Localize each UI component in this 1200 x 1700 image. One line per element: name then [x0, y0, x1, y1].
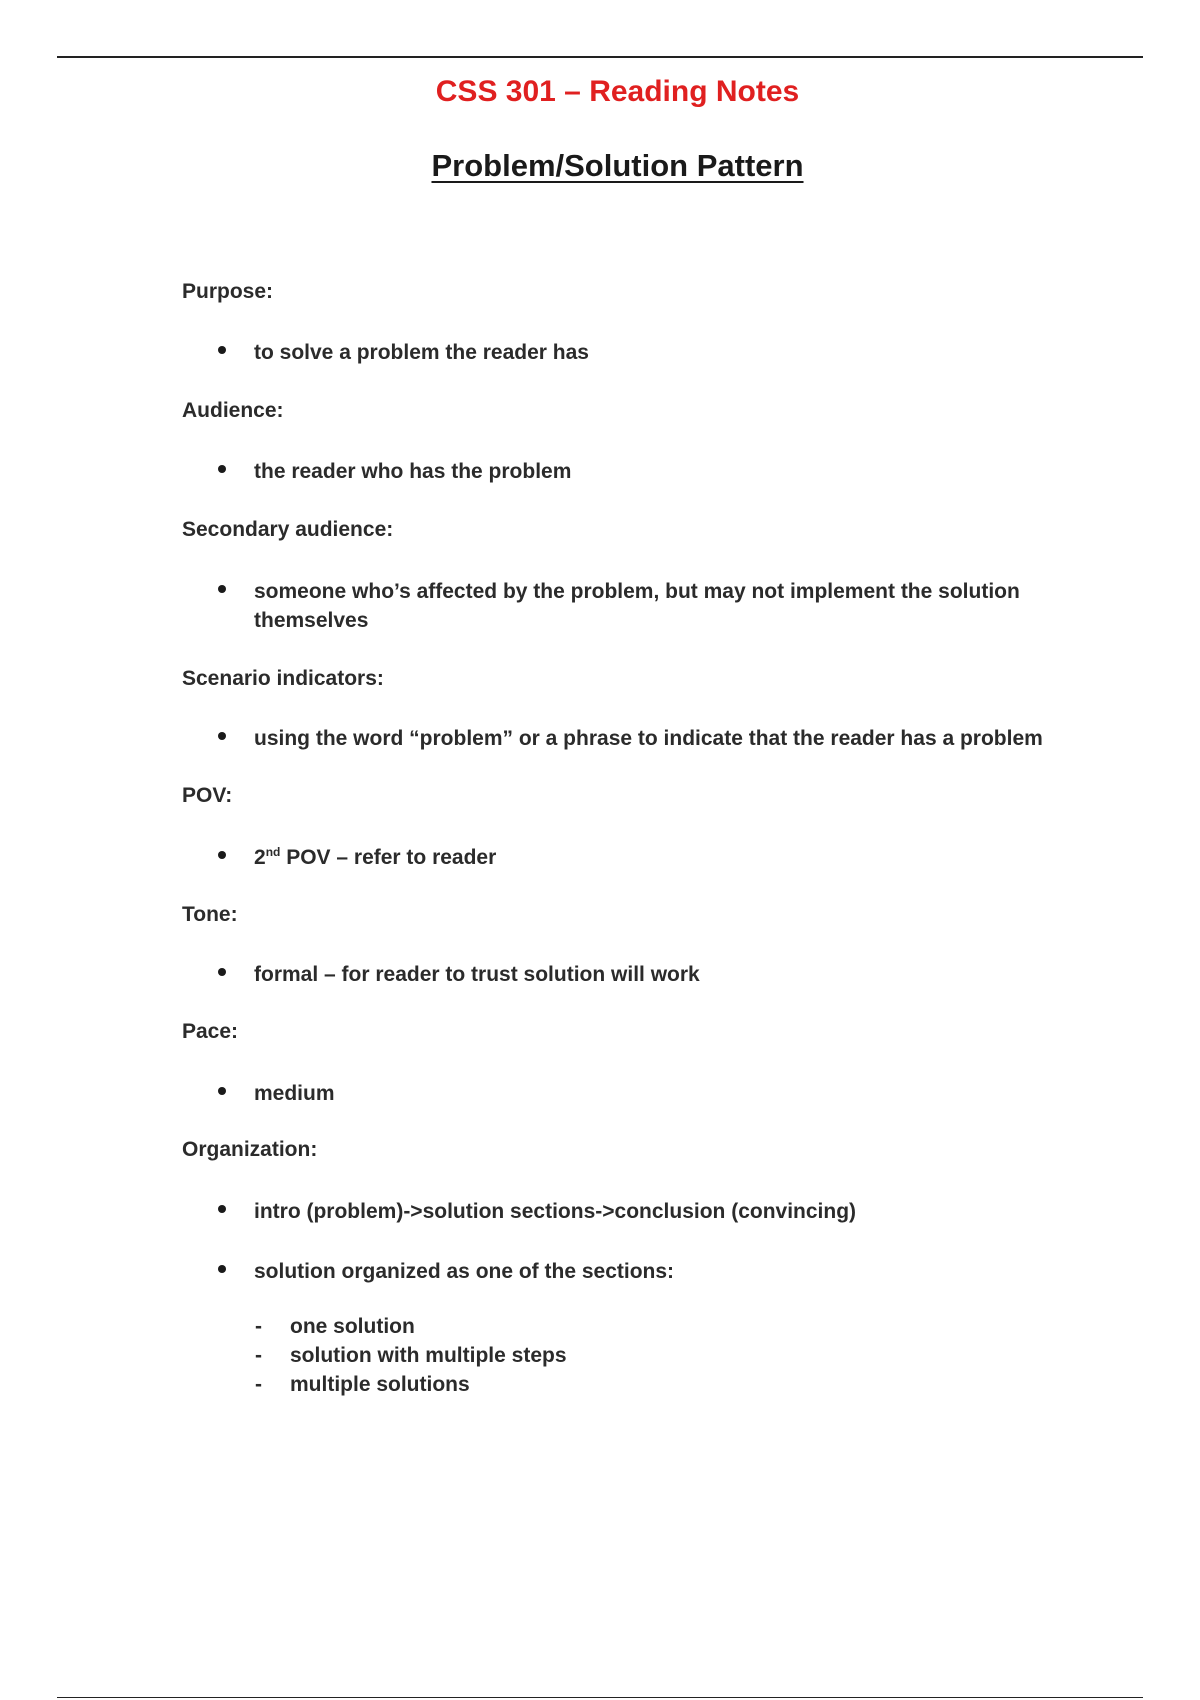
section-heading-organization: Organization:: [182, 1138, 318, 1161]
dash-marker: -: [255, 1315, 262, 1338]
sub-list-item-text: multiple solutions: [290, 1373, 470, 1396]
document-subtitle-text: Problem/Solution Pattern: [431, 148, 804, 183]
list-item-text: to solve a problem the reader has: [254, 341, 589, 364]
pov-superscript: nd: [265, 845, 281, 859]
pov-rest: POV – refer to reader: [280, 846, 497, 869]
bullet-icon: [218, 1087, 226, 1095]
dash-marker: -: [255, 1344, 262, 1367]
bullet-icon: [218, 585, 226, 593]
bullet-icon: [218, 1205, 226, 1213]
sub-list-item-text: one solution: [290, 1315, 415, 1338]
section-heading-pace: Pace:: [182, 1020, 239, 1043]
list-item-text: [254, 843, 1074, 872]
section-heading-tone: Tone:: [182, 903, 238, 926]
dash-marker: -: [255, 1373, 262, 1396]
sub-list-item-text: solution with multiple steps: [290, 1344, 567, 1367]
list-item-text: formal – for reader to trust solution will work: [254, 963, 700, 986]
pov-number: 2: [254, 846, 266, 869]
list-item-text: someone who’s affected by the problem, but may not implement the solution themselves: [254, 580, 1020, 632]
bullet-icon: [218, 968, 226, 976]
bullet-icon: [218, 1265, 226, 1273]
bullet-icon: [218, 732, 226, 740]
section-heading-secondary-audience: Secondary audience:: [182, 518, 394, 541]
list-item-text: intro (problem)->solution sections->conclusion (convincing): [254, 1200, 857, 1223]
bullet-icon: [218, 465, 226, 473]
top-rule: [57, 56, 1143, 58]
list-item-text: using the word “problem” or a phrase to indicate that the reader has a problem: [254, 727, 1043, 750]
document-subtitle: [0, 148, 1200, 184]
list-item-text: solution organized as one of the sections:: [254, 1260, 675, 1283]
bullet-icon: [218, 346, 226, 354]
section-heading-pov: POV:: [182, 784, 233, 807]
document-title: CSS 301 – Reading Notes: [435, 75, 800, 108]
list-item-text: the reader who has the problem: [254, 460, 572, 483]
section-heading-scenario-indicators: Scenario indicators:: [182, 667, 384, 690]
bullet-icon: [218, 851, 226, 859]
list-item-text: medium: [254, 1082, 335, 1105]
section-heading-purpose: Purpose:: [182, 280, 274, 303]
section-heading-audience: Audience:: [182, 399, 284, 422]
bottom-rule: [57, 1697, 1143, 1698]
